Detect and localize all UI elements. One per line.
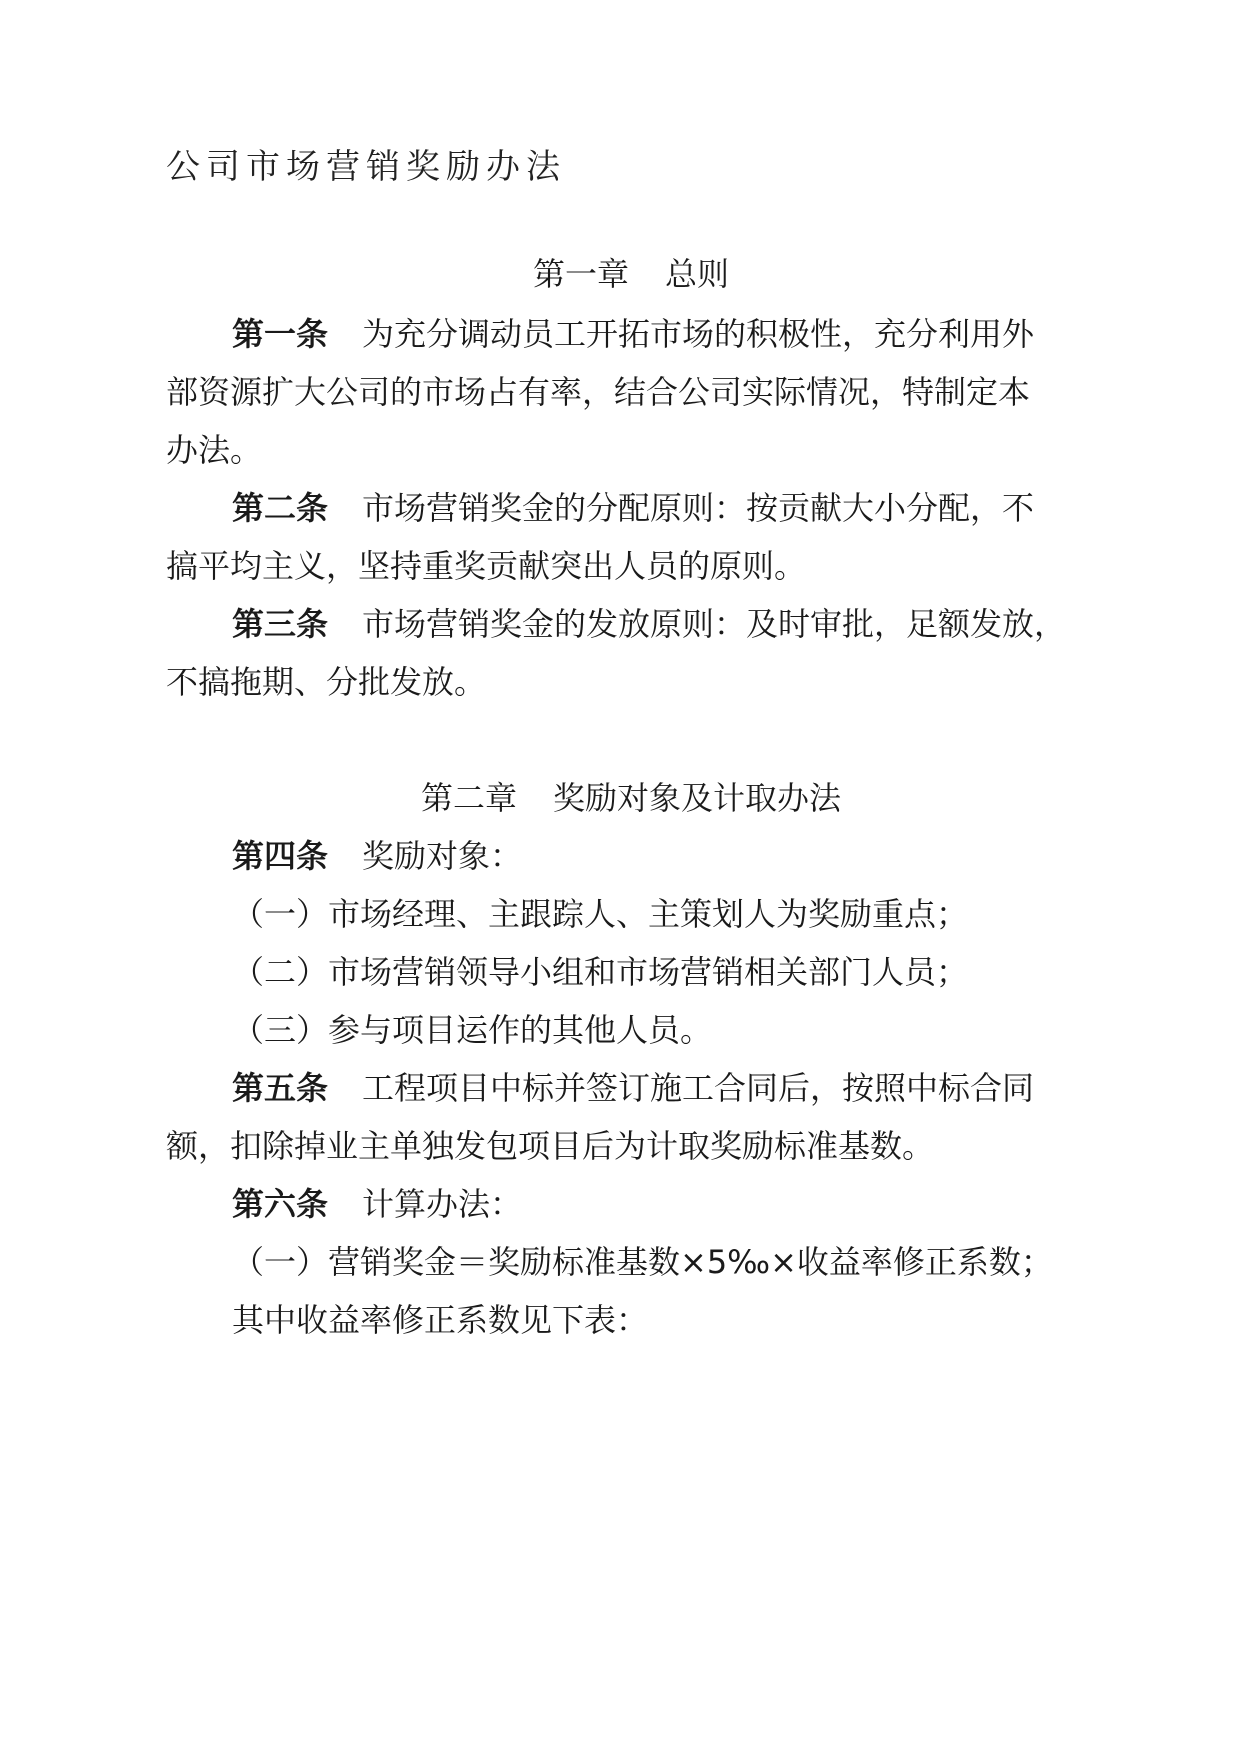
article-5-line-2: 额，扣除掉业主单独发包项目后为计取奖励标准基数。 xyxy=(166,1127,935,1165)
article-1-line-3: 办法。 xyxy=(166,431,263,469)
article-6-text: 计算办法： xyxy=(362,1185,523,1223)
article-1-line-1 xyxy=(232,315,1096,353)
article-1-line-2: 部资源扩大公司的市场占有率，结合公司实际情况，特制定本 xyxy=(166,373,1031,411)
article-4-item-3: （三）参与项目运作的其他人员。 xyxy=(232,1011,713,1049)
article-2-line-2: 搞平均主义，坚持重奖贡献突出人员的原则。 xyxy=(166,547,807,585)
article-4-text: 奖励对象： xyxy=(362,837,523,875)
article-4-item-2: （二）市场营销领导小组和市场营销相关部门人员； xyxy=(232,953,969,991)
article-4-label: 第四条 xyxy=(232,837,329,875)
article-1-text: 为充分调动员工开拓市场的积极性，充分利用外 xyxy=(362,315,1035,353)
article-2-line-1 xyxy=(232,489,1096,527)
article-2-label: 第二条 xyxy=(232,489,329,527)
article-5-text: 工程项目中标并签订施工合同后，按照中标合同 xyxy=(362,1069,1035,1107)
article-3-text: 市场营销奖金的发放原则：及时审批，足额发放， xyxy=(362,605,1067,643)
article-4-line-1 xyxy=(232,837,1096,875)
article-3-line-2: 不搞拖期、分批发放。 xyxy=(166,663,487,701)
chapter-1-heading xyxy=(166,255,1096,293)
chapter-1-number: 第一章 xyxy=(532,255,629,293)
document-title: 公司市场营销奖励办法 xyxy=(166,147,566,187)
article-2-text: 市场营销奖金的分配原则：按贡献大小分配，不 xyxy=(362,489,1035,527)
article-4-item-1: （一）市场经理、主跟踪人、主策划人为奖励重点； xyxy=(232,895,969,933)
article-6-line-1 xyxy=(232,1185,1096,1223)
chapter-1-name: 总则 xyxy=(665,255,730,293)
article-6-note: 其中收益率修正系数见下表： xyxy=(232,1301,649,1339)
chapter-2-heading xyxy=(166,779,1096,817)
article-6-item-1: （一）营销奖金＝奖励标准基数×5‰×收益率修正系数； xyxy=(232,1243,1053,1281)
article-5-label: 第五条 xyxy=(232,1069,329,1107)
article-1-label: 第一条 xyxy=(232,315,329,353)
chapter-2-number: 第二章 xyxy=(420,779,517,817)
article-5-line-1 xyxy=(232,1069,1096,1107)
article-3-line-1 xyxy=(232,605,1096,643)
article-3-label: 第三条 xyxy=(232,605,329,643)
chapter-2-name: 奖励对象及计取办法 xyxy=(553,779,842,817)
article-6-label: 第六条 xyxy=(232,1185,329,1223)
